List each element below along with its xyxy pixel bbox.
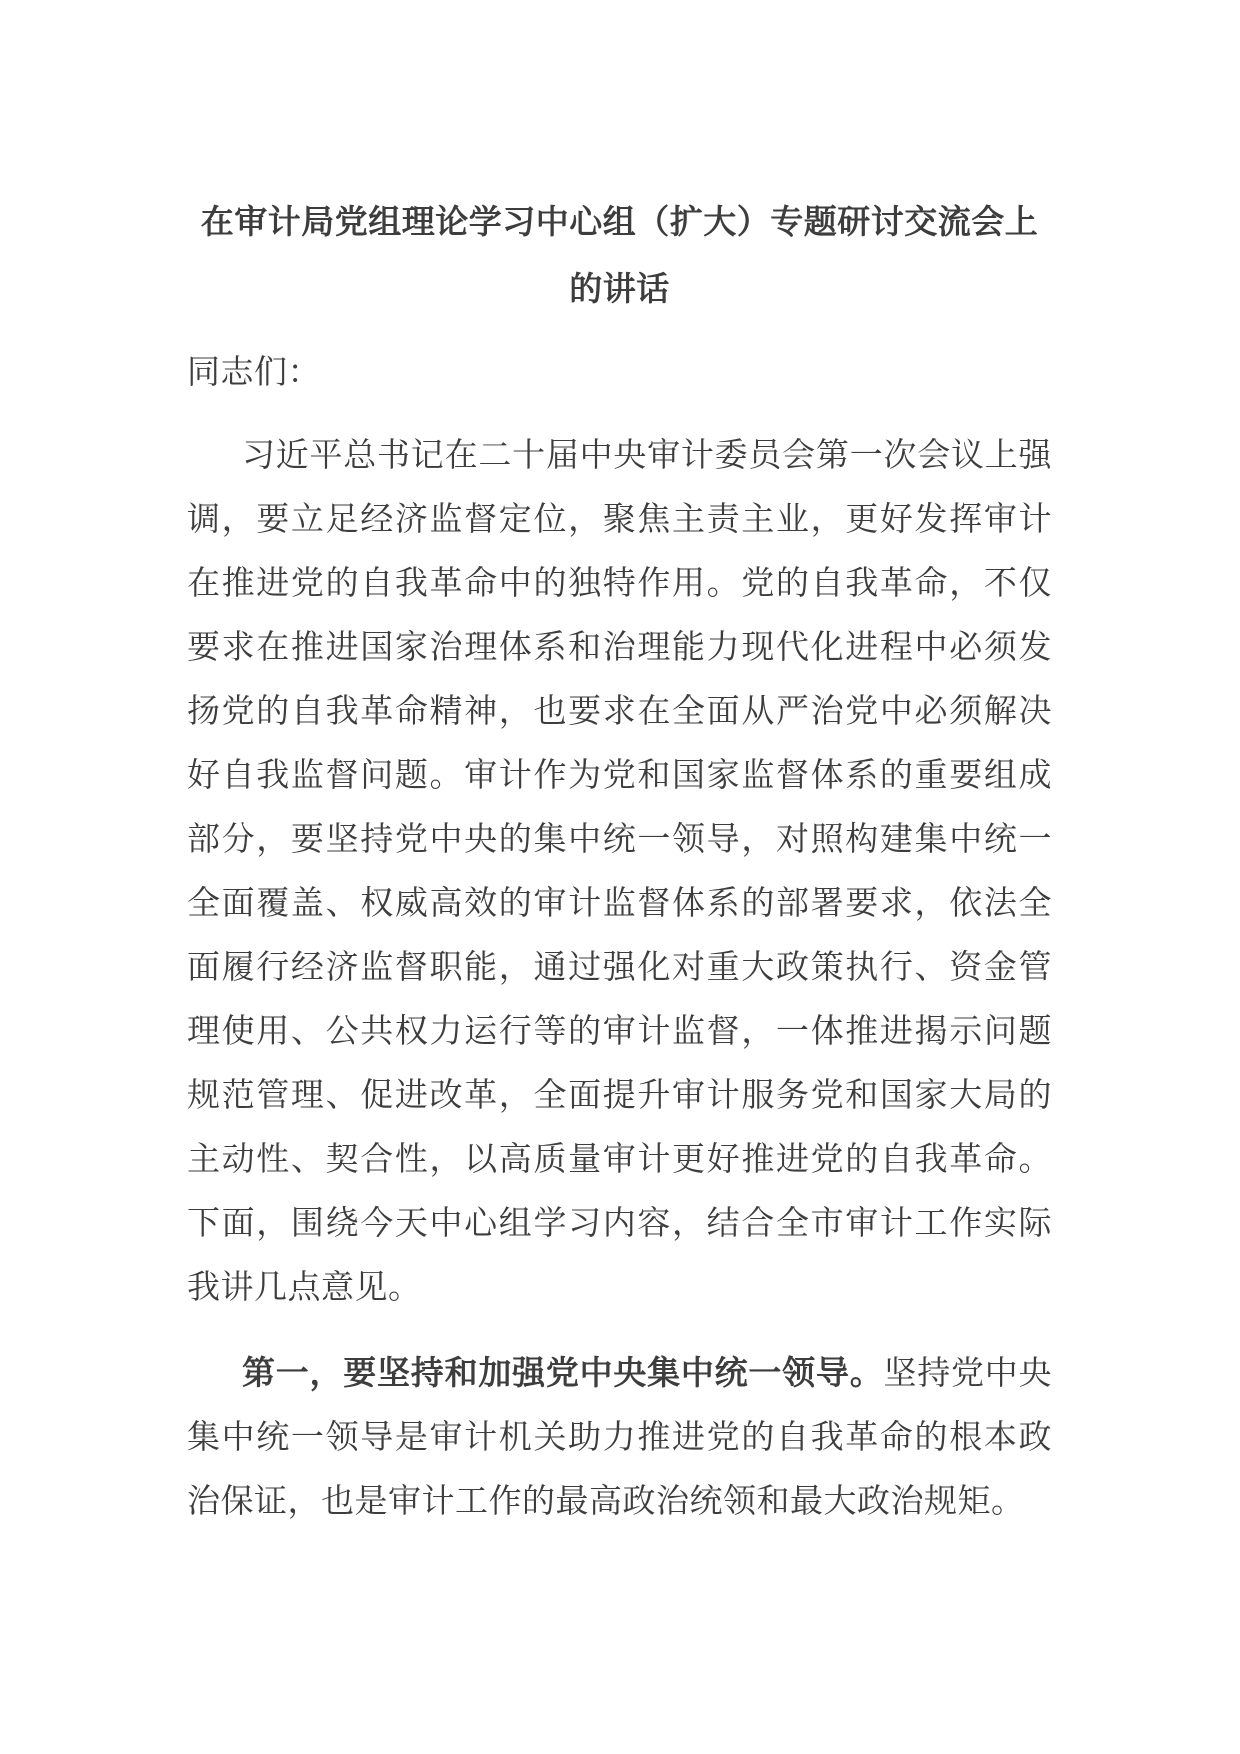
paragraph-2	[187, 1341, 1052, 1533]
paragraph-1: 习近平总书记在二十届中央审计委员会第一次会议上强调，要立足经济监督定位，聚焦主责主业，更好发挥审计在推进党的自我革命中的独特作用。党的自我革命，不仅要求在推进国家治理体系和治理能力现代化进程中必须发扬党的自我革命精神，也要求在全面从严治党中必须解决好自我监督问题。审计作为党和国家监督体系的重要组成部分，要坚持党中央的集中统一领导，对照构建集中统一全面覆盖、权威高效的审计监督体系的部署要求，依法全面履行经济监督职能，通过强化对重大政策执行、资金管理使用、公共权力运行等的审计监督，一体推进揭示问题规范管理、促进改革，全面提升审计服务党和国家大局的主动性、契合性，以高质量审计更好推进党的自我革命。下面，围绕今天中心组学习内容，结合全市审计工作实际我讲几点意见。	[187, 436, 1052, 1305]
document-title: 在审计局党组理论学习中心组（扩大）专题研讨交流会上的讲话	[200, 203, 1039, 307]
paragraph-2-body: 坚持党中央集中统一领导是审计机关助力推进党的自我革命的根本政治保证，也是审计工作的最高政治统领和最大政治规矩。	[187, 1354, 1053, 1519]
salutation: 同志们：	[187, 353, 321, 390]
paragraph-2-lead: 第一，要坚持和加强党中央集中统一领导。	[242, 1354, 884, 1391]
